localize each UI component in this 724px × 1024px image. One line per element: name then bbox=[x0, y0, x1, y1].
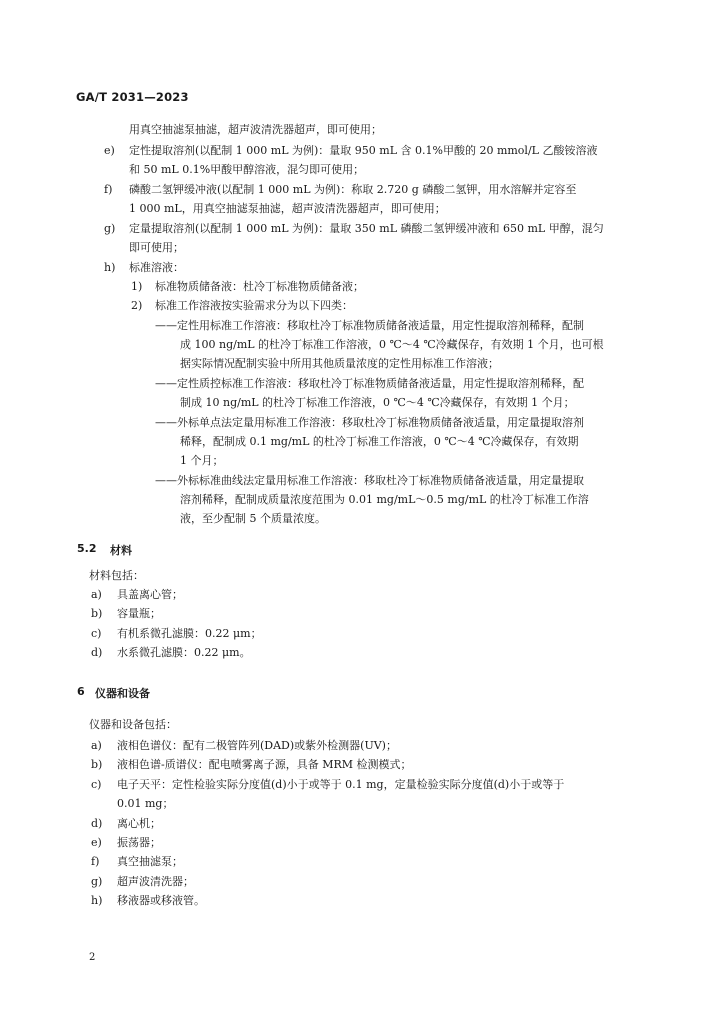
instrument-d-text: 离心机； bbox=[117, 817, 161, 830]
dash-3-line-2: 稀释，配制成 0.1 mg/mL 的杜冷丁标准工作溶液，0 ℃～4 ℃冷藏保存，有效期 bbox=[180, 435, 579, 448]
section-6-number: 6 bbox=[77, 685, 85, 698]
instrument-b-text: 液相色谱-质谱仪：配电喷雾离子源，具备 MRM 检测模式； bbox=[117, 758, 412, 771]
sub-2-text: 标准工作溶液按实验需求分为以下四类： bbox=[155, 299, 353, 312]
dash-4-line-3: 液，至少配制 5 个质量浓度。 bbox=[180, 512, 326, 525]
item-g-line-1: 定量提取溶剂(以配制 1 000 mL 为例)：量取 350 mL 磷酸二氢钾缓冲液和 650 mL 甲醇，混匀 bbox=[129, 222, 604, 235]
dash-2-line-2: 制成 10 ng/mL 的杜冷丁标准工作溶液，0 ℃～4 ℃冷藏保存，有效期 1 个月； bbox=[180, 396, 575, 409]
sub-1-text: 标准物质储备液：杜冷丁标准物质储备液； bbox=[155, 280, 364, 293]
item-h-text: 标准溶液： bbox=[129, 261, 184, 274]
item-e-label: e) bbox=[104, 144, 115, 157]
dash-1-line-2: 成 100 ng/mL 的杜冷丁标准工作溶液，0 ℃～4 ℃冷藏保存，有效期 1 个月，也可根 bbox=[180, 338, 604, 351]
item-g-label: g) bbox=[104, 222, 116, 235]
sub-2-label: 2) bbox=[131, 299, 143, 312]
dash-1-line-3: 据实际情况配制实验中所用其他质量浓度的定性用标准工作溶液； bbox=[180, 357, 499, 370]
instrument-f-label: f) bbox=[91, 855, 100, 868]
instrument-a-label: a) bbox=[91, 739, 102, 752]
item-f-line-1: 磷酸二氢钾缓冲液(以配制 1 000 mL 为例)：称取 2.720 g 磷酸二氢钾，用水溶解并定容至 bbox=[129, 183, 577, 196]
instruments-intro: 仪器和设备包括： bbox=[89, 718, 177, 731]
item-e-line-1: 定性提取溶剂(以配制 1 000 mL 为例)：量取 950 mL 含 0.1%甲酸的 20 mmol/L 乙酸铵溶液 bbox=[129, 144, 598, 157]
instrument-e-text: 振荡器； bbox=[117, 836, 161, 849]
instrument-c-label: c) bbox=[91, 778, 102, 791]
instrument-c-line-2: 0.01 mg； bbox=[117, 797, 174, 810]
standard-id: GA/T 2031—2023 bbox=[76, 90, 189, 104]
instrument-h-text: 移液器或移液管。 bbox=[117, 894, 205, 907]
dash-3-line-3: 1 个月； bbox=[180, 454, 224, 467]
instrument-f-text: 真空抽滤泵； bbox=[117, 855, 183, 868]
dash-1-line-1: ——定性用标准工作溶液：移取杜冷丁标准物质储备液适量，用定性提取溶剂稀释，配制 bbox=[155, 319, 584, 332]
instrument-b-label: b) bbox=[91, 758, 103, 771]
item-h-label: h) bbox=[104, 261, 116, 274]
item-e-line-2: 和 50 mL 0.1%甲酸甲醇溶液，混匀即可使用； bbox=[129, 163, 365, 176]
dash-2-line-1: ——定性质控标准工作溶液：移取杜冷丁标准物质储备液适量，用定性提取溶剂稀释，配 bbox=[155, 377, 584, 390]
section-5-2-title: 材料 bbox=[110, 544, 132, 557]
instrument-g-text: 超声波清洗器； bbox=[117, 875, 194, 888]
dash-4-line-2: 溶剂稀释，配制成质量浓度范围为 0.01 mg/mL～0.5 mg/mL 的杜冷丁标准工作溶 bbox=[180, 493, 589, 506]
dash-4-line-1: ——外标标准曲线法定量用标准工作溶液：移取杜冷丁标准物质储备液适量，用定量提取 bbox=[155, 474, 584, 487]
section-5-2-number: 5.2 bbox=[77, 542, 97, 555]
item-g-line-2: 即可使用； bbox=[129, 241, 184, 254]
materials-intro: 材料包括： bbox=[89, 569, 144, 582]
material-c-text: 有机系微孔滤膜：0.22 μm； bbox=[117, 627, 262, 640]
page-number: 2 bbox=[89, 952, 96, 963]
item-d-continuation: 用真空抽滤泵抽滤，超声波清洗器超声，即可使用； bbox=[129, 123, 382, 136]
instrument-h-label: h) bbox=[91, 894, 103, 907]
instrument-g-label: g) bbox=[91, 875, 103, 888]
sub-1-label: 1) bbox=[131, 280, 143, 293]
item-f-label: f) bbox=[104, 183, 113, 196]
instrument-a-text: 液相色谱仪：配有二极管阵列(DAD)或紫外检测器(UV)； bbox=[117, 739, 397, 752]
material-c-label: c) bbox=[91, 627, 102, 640]
material-b-text: 容量瓶； bbox=[117, 607, 161, 620]
instrument-e-label: e) bbox=[91, 836, 102, 849]
item-f-line-2: 1 000 mL，用真空抽滤泵抽滤，超声波清洗器超声，即可使用； bbox=[129, 202, 446, 215]
instrument-c-line-1: 电子天平：定性检验实际分度值(d)小于或等于 0.1 mg，定量检验实际分度值(d)小于或等于 bbox=[117, 778, 565, 791]
instrument-d-label: d) bbox=[91, 817, 103, 830]
material-b-label: b) bbox=[91, 607, 103, 620]
dash-3-line-1: ——外标单点法定量用标准工作溶液：移取杜冷丁标准物质储备液适量，用定量提取溶剂 bbox=[155, 416, 584, 429]
material-a-label: a) bbox=[91, 588, 102, 601]
material-d-label: d) bbox=[91, 646, 103, 659]
section-6-title: 仪器和设备 bbox=[95, 687, 150, 700]
material-d-text: 水系微孔滤膜：0.22 μm。 bbox=[117, 646, 251, 659]
material-a-text: 具盖离心管； bbox=[117, 588, 183, 601]
